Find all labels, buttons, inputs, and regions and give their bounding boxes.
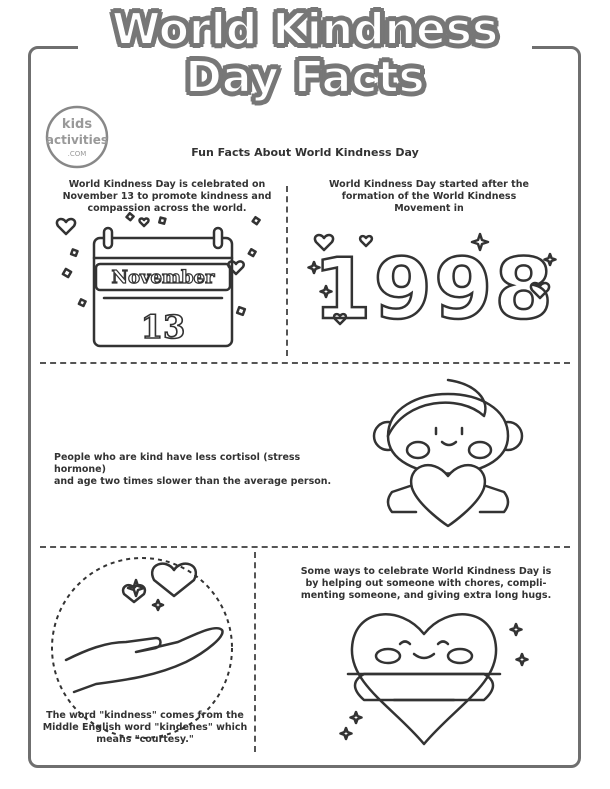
sparkle-icon <box>351 712 362 723</box>
logo-activities-text: activities <box>45 133 109 147</box>
year-1998-illustration <box>304 226 564 336</box>
fact-4-line-3: menting someone, and giving extra long hugs. <box>300 590 552 601</box>
fact-4-line-2: by helping out someone with chores, compli- <box>305 578 547 589</box>
fact-3-line-2: and age two times slower than the average person. <box>54 476 332 487</box>
heart-icon <box>139 219 148 226</box>
title-line-2: Day Facts <box>185 52 425 103</box>
fact-2-text <box>316 179 542 215</box>
divider-bottom-vertical <box>254 552 256 752</box>
year-text: 1998 <box>313 240 555 338</box>
sparkle-icon <box>341 728 352 739</box>
sparkle-icon <box>517 654 528 665</box>
sparkle-icon <box>153 600 163 610</box>
sparkle-icon <box>511 624 522 635</box>
fact-1-line-2: November 13 to promote kindness and <box>62 191 272 202</box>
fact-4-line-1: Some ways to celebrate World Kindness Day is <box>300 566 552 577</box>
fact-2-line-3: Movement in <box>394 203 464 214</box>
fact-1-line-1: World Kindness Day is celebrated on <box>68 179 266 190</box>
fact-3-text <box>54 452 354 488</box>
fact-4-text <box>294 566 558 602</box>
divider-top-horizontal <box>40 362 570 364</box>
page-title <box>0 6 610 102</box>
kids-activities-logo <box>36 104 118 170</box>
kid-holding-heart-icon <box>366 370 536 540</box>
subtitle: Fun Facts About World Kindness Day <box>191 146 419 159</box>
fact-2-line-1: World Kindness Day started after the <box>329 179 529 190</box>
fact-5-line-2: Middle English word "kindenes" which <box>42 722 248 733</box>
logo-domain-text: .COM <box>67 150 87 158</box>
title-line-1: World Kindness <box>111 4 499 55</box>
calendar-month: November <box>111 267 215 288</box>
logo-kids-text: kids <box>61 117 93 132</box>
fact-2-line-2: formation of the World Kindness <box>341 191 517 202</box>
fact-3-line-1: People who are kind have less cortisol (stress hormone) <box>54 452 301 475</box>
divider-middle-horizontal <box>40 546 570 548</box>
calendar-icon <box>40 210 320 360</box>
fact-5-text <box>40 710 250 746</box>
heart-icon <box>152 564 196 596</box>
sparkle-icon <box>128 580 144 596</box>
fact-5-line-3: means "courtesy." <box>96 734 194 745</box>
hugging-heart-icon <box>334 604 534 754</box>
logo-badge-icon <box>36 104 118 170</box>
fact-1-line-3: compassion across the world. <box>87 203 247 214</box>
fact-5-line-1: The word "kindness" comes from the <box>46 710 244 721</box>
heart-icon <box>57 219 75 234</box>
calendar-day: 13 <box>140 308 186 346</box>
